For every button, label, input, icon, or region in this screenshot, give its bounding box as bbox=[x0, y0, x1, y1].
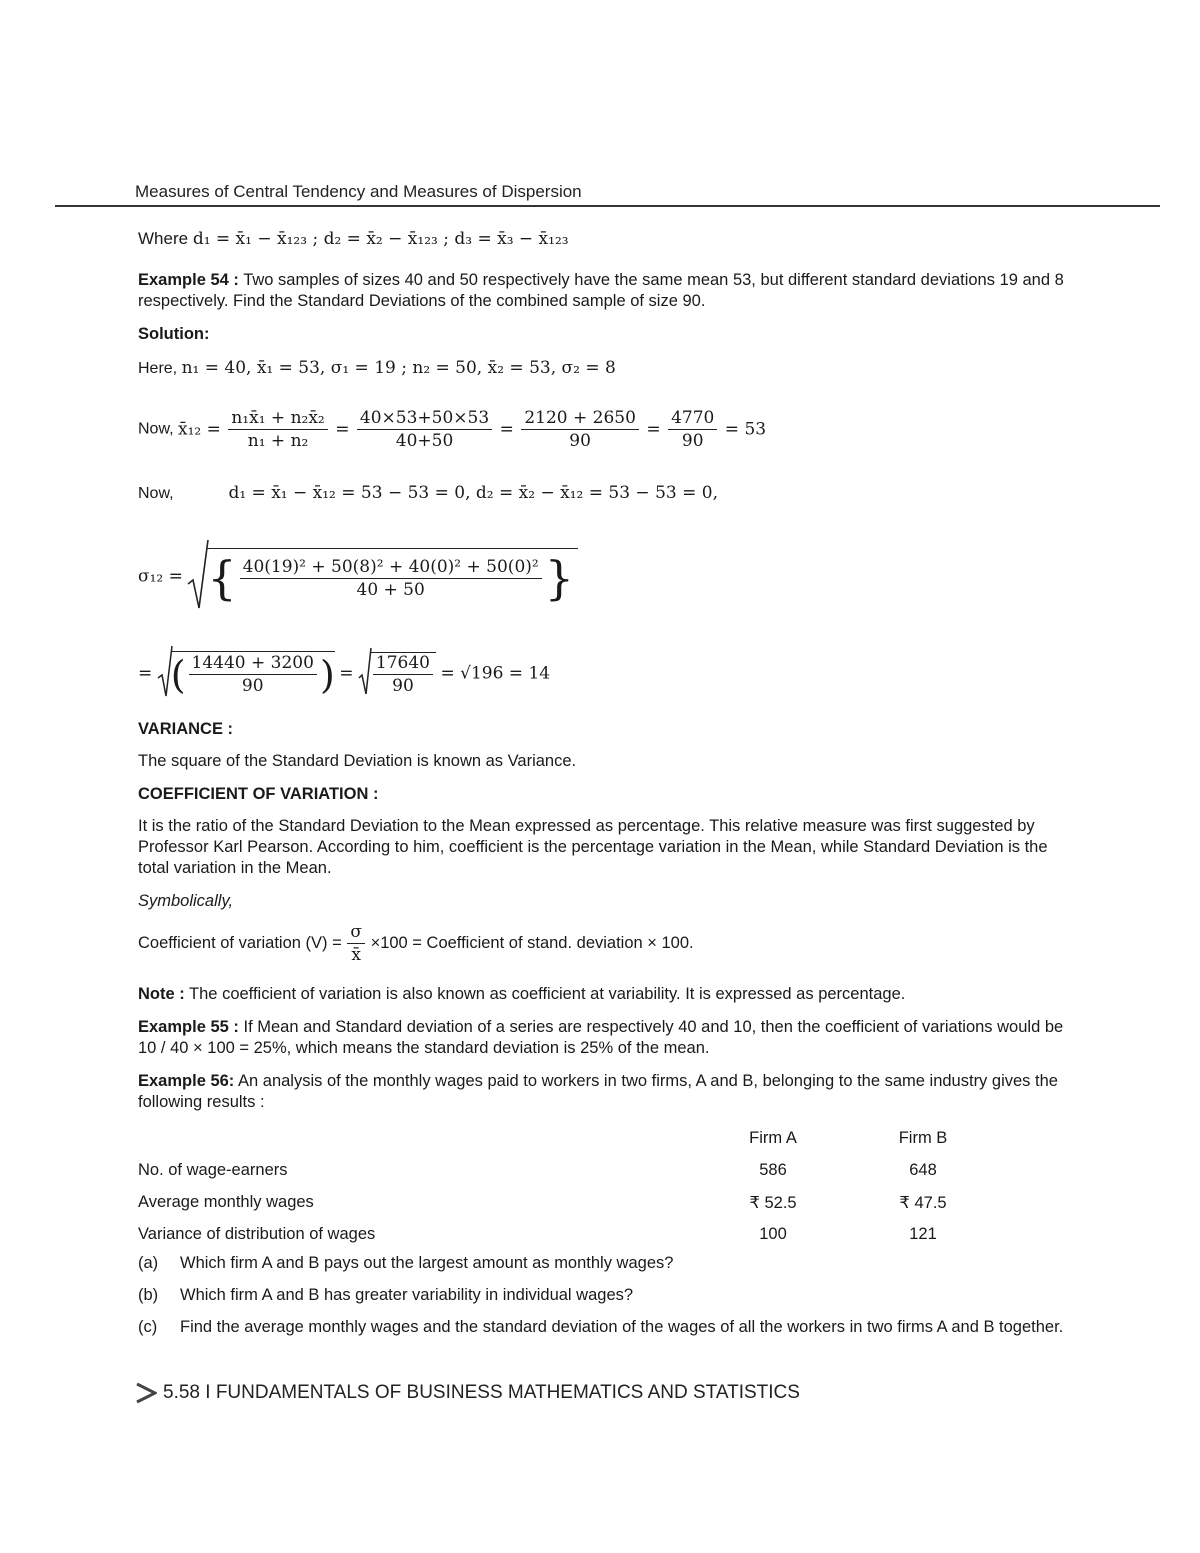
cv-formula-den: x̄ bbox=[351, 945, 361, 965]
step-equals: = bbox=[138, 663, 153, 684]
example-54-text: Two samples of sizes 40 and 50 respectively have the same mean 53, but different standard deviations 19 and 8 respectively. Find the Standard Deviations of the combined sample of size 90. bbox=[138, 271, 1064, 310]
combined-mean-equation: Now, x̄₁₂ = $\frac{\text{n₁x̄₁ + n₂x̄₂}}{\text{n₁ + n₂}}$ = $\frac{40\times 53+50\times 53}{40+50}$ = $\frac{2120 + 2650}{90}$ = $\frac{4770}{90}$ = 53 bbox=[138, 408, 767, 451]
table-row bbox=[138, 1155, 1018, 1187]
mean-prefix: Now, bbox=[138, 420, 174, 438]
step2-fraction-num: 17640 bbox=[373, 653, 433, 675]
step2-fraction bbox=[373, 653, 433, 696]
dev-prefix: Now, bbox=[138, 485, 174, 502]
where-line bbox=[138, 229, 569, 249]
sigma-lhs: σ₁₂ = bbox=[138, 566, 183, 587]
wages-table bbox=[138, 1123, 1018, 1251]
given-prefix: Here, bbox=[138, 360, 178, 377]
question-label: (a) bbox=[138, 1254, 159, 1272]
mean-fraction-2-den: 40+50 bbox=[395, 431, 454, 451]
table-row-label: No. of wage-earners bbox=[138, 1161, 288, 1179]
mean-fraction-4-num: 4770 bbox=[668, 408, 717, 430]
example-54-statement bbox=[138, 270, 1068, 312]
symbolically-label: Symbolically, bbox=[138, 892, 234, 910]
question-label: (c) bbox=[138, 1318, 158, 1336]
note-label: Note : bbox=[138, 985, 185, 1003]
example-55-text: If Mean and Standard deviation of a series are respectively 40 and 10, then the coefficient of variations would be 10 / 40 × 100 = 25%, which means the standard deviation is 25% of the mean. bbox=[138, 1018, 1064, 1057]
mean-fraction-3-num: 2120 + 2650 bbox=[521, 408, 639, 430]
table-cell-firm-b: ₹ 47.5 bbox=[899, 1194, 947, 1212]
solution-label: Solution: bbox=[138, 325, 210, 343]
mean-fraction-3-den: 90 bbox=[569, 431, 591, 451]
step2-fraction-den: 90 bbox=[392, 675, 414, 696]
example-56-text: An analysis of the monthly wages paid to workers in two firms, A and B, belonging to the same industry gives the following results : bbox=[138, 1072, 1058, 1111]
sqrt-sign-icon bbox=[187, 538, 209, 615]
example-56-label: Example 56: bbox=[138, 1072, 235, 1090]
note-paragraph bbox=[138, 984, 1068, 1005]
page-footer bbox=[135, 1382, 800, 1404]
header-rule bbox=[55, 205, 1160, 207]
sd-simplification: = ( $\frac{14440 + 3200}{90}$ ) = $\frac{17640}{90}$ = √196 = 14 bbox=[138, 644, 550, 703]
mean-fraction-3 bbox=[521, 408, 639, 451]
question-text: Which firm A and B has greater variability in individual wages? bbox=[180, 1286, 634, 1304]
mean-fraction-1 bbox=[228, 408, 327, 451]
cv-formula-rhs: ×100 = Coefficient of stand. deviation × 100. bbox=[370, 934, 694, 952]
sigma-fraction-den: 40 + 50 bbox=[356, 579, 425, 600]
example-54-label: Example 54 : bbox=[138, 271, 239, 289]
example-55 bbox=[138, 1017, 1068, 1059]
table-row-label: Variance of distribution of wages bbox=[138, 1225, 376, 1243]
mean-fraction-4 bbox=[668, 408, 717, 451]
mean-fraction-2-num: 40×53+50×53 bbox=[357, 408, 492, 430]
question-text: Which firm A and B pays out the largest amount as monthly wages? bbox=[180, 1254, 674, 1272]
question-text: Find the average monthly wages and the standard deviation of the wages of all the workers in two firms A and B together. bbox=[180, 1318, 1064, 1336]
step-fraction-num: 14440 + 3200 bbox=[189, 653, 317, 675]
table-header-firm-b: Firm B bbox=[898, 1129, 948, 1147]
example-56 bbox=[138, 1071, 1068, 1113]
example-55-label: Example 55 : bbox=[138, 1018, 239, 1036]
step-fraction-den: 90 bbox=[241, 676, 264, 696]
table-header-firm-a: Firm A bbox=[749, 1129, 797, 1147]
given-values: n₁ = 40, x̄₁ = 53, σ₁ = 19 ; n₂ = 50, x̄₂ = 53, σ₂ = 8 bbox=[181, 358, 616, 378]
list-item bbox=[138, 1317, 1068, 1338]
deviation-line bbox=[138, 483, 718, 503]
cv-heading: COEFFICIENT OF VARIATION : bbox=[138, 785, 379, 803]
table-cell-firm-b: 121 bbox=[909, 1225, 937, 1243]
mean-lhs: x̄₁₂ = bbox=[178, 419, 221, 440]
table-cell-firm-a: 586 bbox=[759, 1161, 787, 1179]
cv-formula bbox=[138, 922, 694, 965]
table-cell-firm-a: ₹ 52.5 bbox=[749, 1194, 797, 1212]
mean-result: = 53 bbox=[724, 419, 767, 440]
sigma-fraction-num: 40(19)² + 50(8)² + 40(0)² + 50(0)² bbox=[240, 557, 542, 579]
cv-formula-lhs: Coefficient of variation (V) = bbox=[138, 934, 342, 952]
mean-fraction-2 bbox=[357, 408, 492, 451]
table-row bbox=[138, 1219, 1018, 1251]
step-result: = √196 = 14 bbox=[440, 663, 551, 684]
table-cell-firm-a: 100 bbox=[759, 1225, 787, 1243]
table-header-row bbox=[138, 1123, 1018, 1155]
combined-sd-equation: σ₁₂ = { $\frac{\text{40(19)² + 50(8)² + 40(0)² + 50(0)²}}{40 + 50}$ } bbox=[138, 538, 578, 615]
given-line bbox=[138, 358, 616, 378]
cv-formula-fraction bbox=[347, 922, 365, 965]
list-item bbox=[138, 1285, 1068, 1306]
where-formula: d₁ = x̄₁ − x̄₁₂₃ ; d₂ = x̄₂ − x̄₁₂₃ ; d₃ = x̄₃ − x̄₁₂₃ bbox=[192, 229, 569, 249]
mean-fraction-4-den: 90 bbox=[681, 431, 704, 451]
dev-values: d₁ = x̄₁ − x̄₁₂ = 53 − 53 = 0, d₂ = x̄₂ − x̄₁₂ = 53 − 53 = 0, bbox=[228, 483, 718, 503]
mean-fraction-1-den: n₁ + n₂ bbox=[247, 431, 309, 451]
where-prefix: Where bbox=[138, 229, 189, 248]
question-label: (b) bbox=[138, 1286, 159, 1304]
cv-formula-num: σ bbox=[347, 922, 365, 944]
table-cell-firm-b: 648 bbox=[909, 1161, 937, 1179]
running-header: Measures of Central Tendency and Measures of Dispersion bbox=[135, 182, 582, 201]
table-row bbox=[138, 1187, 1018, 1219]
cv-text: It is the ratio of the Standard Deviation to the Mean expressed as percentage. This relative measure was first suggested by Professor Karl Pearson. According to him, coefficient is the percentage variation in the Mean, while Standard Deviation is the total variation in the Mean. bbox=[138, 817, 1048, 877]
variance-heading: VARIANCE : bbox=[138, 720, 234, 738]
step-fraction bbox=[189, 653, 317, 696]
table-row-label: Average monthly wages bbox=[138, 1193, 314, 1211]
note-text: The coefficient of variation is also known as coefficient at variability. It is expressed as percentage. bbox=[189, 985, 906, 1003]
footer-text: 5.58 I FUNDAMENTALS OF BUSINESS MATHEMATICS AND STATISTICS bbox=[163, 1382, 800, 1404]
variance-text: The square of the Standard Deviation is known as Variance. bbox=[138, 752, 577, 770]
mean-fraction-1-num: n₁x̄₁ + n₂x̄₂ bbox=[228, 408, 327, 430]
list-item bbox=[138, 1253, 1068, 1274]
chevron-right-icon bbox=[135, 1382, 157, 1404]
sigma-fraction bbox=[240, 557, 542, 600]
question-list bbox=[138, 1253, 1068, 1349]
